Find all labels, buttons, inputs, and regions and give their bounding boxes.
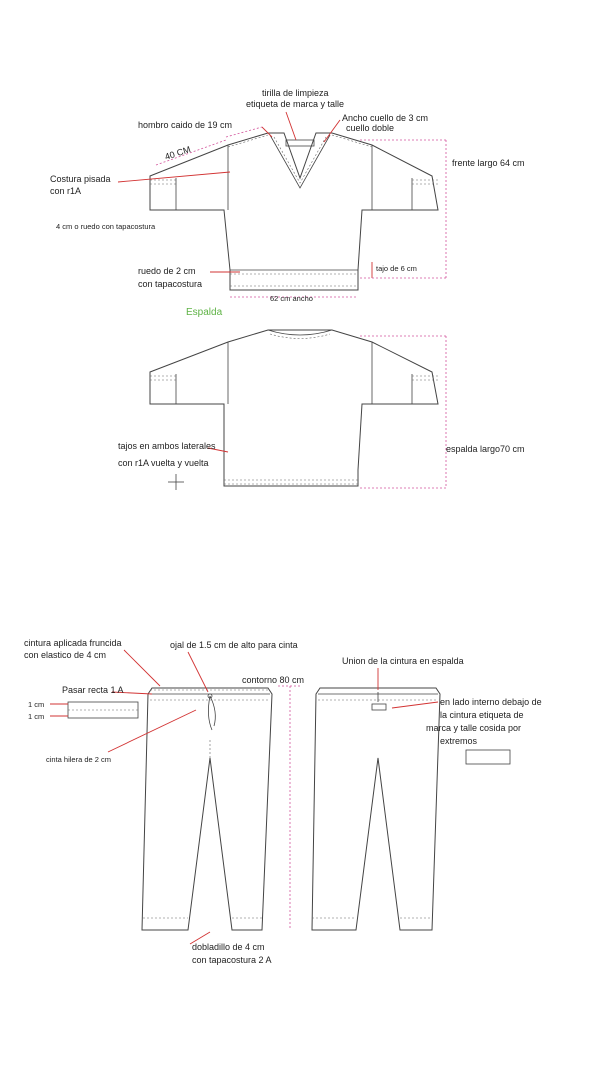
- pants-front-drawing: [142, 688, 272, 930]
- dobladillo-label-2: con tapacostura 2 A: [192, 955, 272, 965]
- elastic-detail: [50, 702, 138, 718]
- costura-label-1: Costura pisada: [50, 174, 111, 184]
- cinta-label: cinta hilera de 2 cm: [46, 755, 112, 764]
- tirilla-label: tirilla de limpieza: [262, 88, 329, 98]
- lado-label-2: la cintura etiqueta de: [440, 710, 524, 720]
- espalda-title: Espalda: [186, 307, 223, 318]
- ancho-label: 62 cm ancho: [270, 294, 313, 303]
- ancho-cuello-label: Ancho cuello de 3 cm: [342, 113, 429, 123]
- cuello-doble-label: cuello doble: [346, 123, 395, 133]
- cintura-label-2: con elastico de 4 cm: [24, 650, 107, 660]
- tajo-label: tajo de 6 cm: [376, 264, 417, 273]
- tajos-label-2: con r1A vuelta y vuelta: [118, 458, 209, 468]
- neck-label-shape: [286, 140, 314, 146]
- etiqueta-label: etiqueta de marca y talle: [246, 99, 345, 109]
- ruedo-manga-label: 4 cm o ruedo con tapacostura: [56, 222, 156, 231]
- espalda-largo-label: espalda largo70 cm: [446, 444, 525, 454]
- lado-label-3: marca y talle cosida por: [426, 723, 522, 733]
- tajos-label-1: tajos en ambos laterales: [118, 441, 216, 451]
- cintura-label-1: cintura aplicada fruncida: [24, 638, 122, 648]
- lado-label-1: en lado interno debajo de: [440, 697, 542, 707]
- cm-label-1: 1 cm: [28, 700, 45, 709]
- ruedo-label-2: con tapacostura: [138, 279, 203, 289]
- ruedo-label-1: ruedo de 2 cm: [138, 266, 196, 276]
- ojal-label: ojal de 1.5 cm de alto para cinta: [170, 640, 298, 650]
- dobladillo-label-1: dobladillo de 4 cm: [192, 942, 265, 952]
- costura-label-2: con r1A: [50, 186, 82, 196]
- frente-largo-label: frente largo 64 cm: [452, 158, 525, 168]
- lado-label-4: extremos: [440, 736, 478, 746]
- pasar-label: Pasar recta 1 A: [62, 685, 124, 695]
- hombro-label: hombro caido de 19 cm: [138, 120, 233, 130]
- union-label: Union de la cintura en espalda: [342, 656, 464, 666]
- cm-label-2: 1 cm: [28, 712, 45, 721]
- label-detail: [466, 750, 510, 764]
- sleeve-length-label: 40 CM: [163, 144, 192, 162]
- contorno-label: contorno 80 cm: [242, 675, 305, 685]
- pants-back-drawing: [312, 688, 440, 930]
